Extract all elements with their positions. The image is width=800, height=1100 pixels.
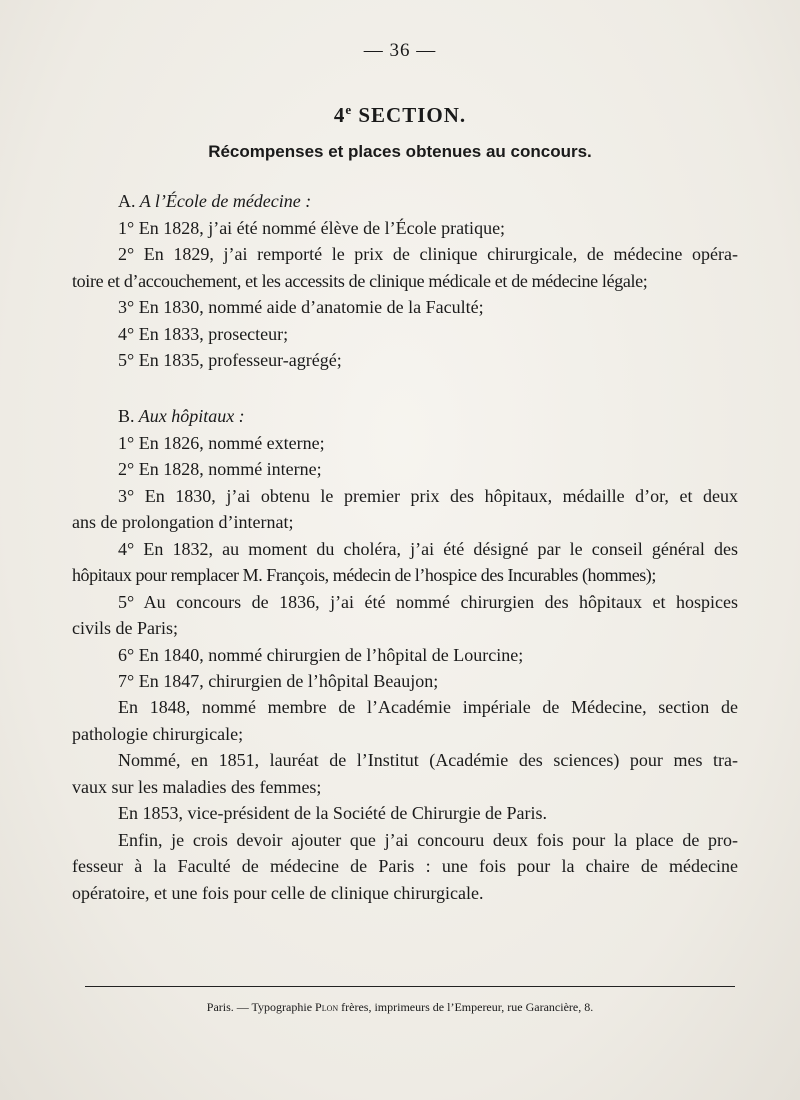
list-item: 4° En 1832, au moment du choléra, j’ai été désigné par le conseil général des (118, 538, 738, 559)
paragraph-line: Enfin, je crois devoir ajouter que j’ai concouru deux fois pour la place de pro- (118, 829, 738, 850)
list-item: 3° En 1830, j’ai obtenu le premier prix des hôpitaux, médaille d’or, et deux (118, 485, 738, 506)
group-heading (72, 188, 738, 215)
list-item: 3° En 1830, nommé aide d’anatomie de la Faculté; (118, 297, 484, 317)
group-heading-text: Aux hôpitaux : (138, 406, 245, 426)
paragraph-line: En 1853, vice-président de la Société de Chirurgie de Paris. (118, 803, 548, 823)
group-heading-text: A l’École de médecine : (139, 191, 312, 211)
list-item: 1° En 1826, nommé externe; (118, 432, 325, 453)
closing-paragraphs (72, 694, 738, 906)
list-item: 5° Au concours de 1836, j’ai été nommé chirurgien des hôpitaux et hospices (118, 591, 738, 612)
footer-suffix: frères, imprimeurs de l’Empereur, rue Garancière, 8. (341, 1000, 594, 1014)
paragraph-line: pathologie chirurgicale; (72, 723, 244, 744)
paragraph-line: En 1848, nommé membre de l’Académie impériale de Médecine, section de (118, 697, 738, 717)
paragraph-line: Nommé, en 1851, lauréat de l’Institut (Académie des sciences) pour mes tra- (118, 750, 738, 770)
paragraph-line: vaux sur les maladies des femmes; (72, 776, 322, 797)
list-item: 2° En 1829, j’ai remporté le prix de clinique chirurgicale, de médecine opéra- (118, 244, 738, 264)
section-number: 4 (333, 103, 346, 127)
list-item-continuation: toire et d’accouchement, et les accessits de clinique médicale et de médecine légale; (72, 270, 648, 291)
section-title-text: SECTION. (358, 103, 467, 127)
footer-rule (85, 986, 735, 987)
group-a (72, 188, 738, 374)
list-item: 6° En 1840, nommé chirurgien de l’hôpital de Lourcine; (118, 644, 524, 665)
footer-printer: Plon (315, 1000, 339, 1014)
list-item-continuation: ans de prolongation d’internat; (72, 512, 294, 532)
list-item: 5° En 1835, professeur-agrégé; (118, 350, 342, 370)
paragraph-line: fesseur à la Faculté de médecine de Paris : une fois pour la chaire de médecine (72, 856, 738, 876)
footer-prefix: Paris. — Typographie (206, 1000, 313, 1014)
list-item: 7° En 1847, chirurgien de l’hôpital Beaujon; (118, 671, 439, 691)
list-item: 4° En 1833, prosecteur; (118, 323, 289, 344)
section-subtitle: Récompenses et places obtenues au concours. (208, 142, 592, 161)
paragraph-line: opératoire, et une fois pour celle de clinique chirurgicale. (72, 882, 484, 903)
list-item-continuation: hôpitaux pour remplacer M. François, médecin de l’hospice des Incurables (hommes); (72, 565, 656, 585)
list-item: 1° En 1828, j’ai été nommé élève de l’École pratique; (118, 217, 506, 238)
group-letter: B. (118, 406, 135, 426)
list-item-continuation: civils de Paris; (72, 618, 178, 638)
page-number: — 36 — (363, 40, 437, 61)
group-letter: A. (118, 191, 136, 211)
group-b (72, 403, 738, 695)
section-title (0, 102, 800, 128)
group-heading (72, 403, 738, 430)
printer-footer (0, 1000, 800, 1015)
section-superscript: e (345, 102, 353, 117)
list-item: 2° En 1828, nommé interne; (118, 459, 322, 479)
